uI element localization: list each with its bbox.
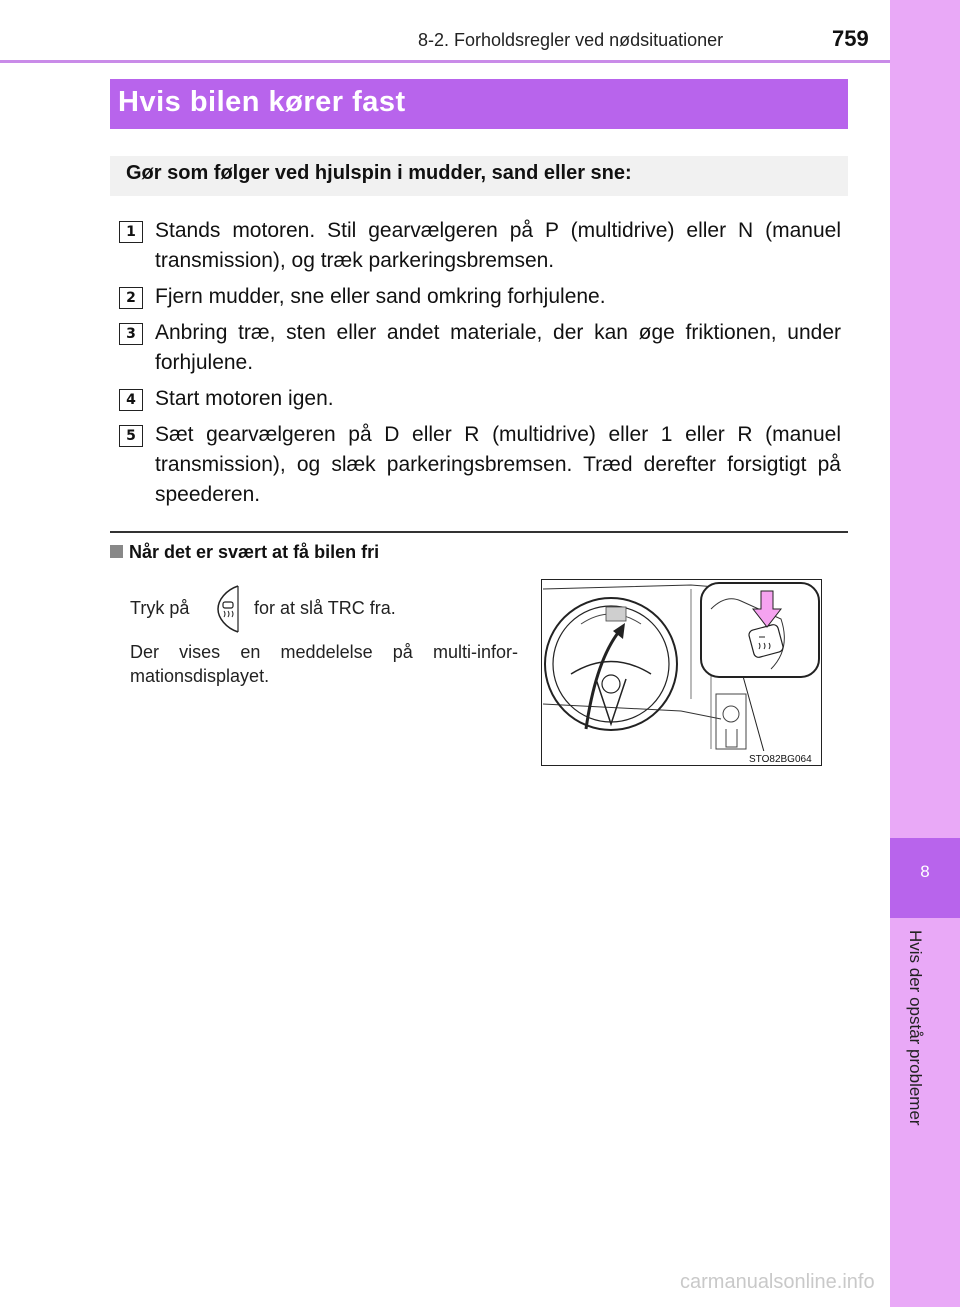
step-number-4: 4 <box>119 389 143 411</box>
step-text-5: Sæt gearvælgeren på D eller R (multidrive) eller 1 eller R (manuel transmission), og slæk parkeringsbremsen. Træd derefter forsigtigt på speederen. <box>155 423 841 506</box>
section-heading-text: Når det er svært at få bilen fri <box>129 542 380 562</box>
page-number: 759 <box>832 26 869 51</box>
message-text: Der vises en meddelelse på multi-infor-mationsdisplayet. <box>130 642 518 686</box>
step-text-3: Anbring træ, sten eller andet materiale, der kan øge friktionen, under forhjulene. <box>155 321 841 374</box>
press-text-before: Tryk på <box>130 598 190 618</box>
section-heading <box>110 542 379 563</box>
step-number-2: 2 <box>119 287 143 309</box>
watermark: carmanualsonline.info <box>680 1271 875 1293</box>
section-header: 8-2. Forholdsregler ved nødsituationer <box>418 30 724 50</box>
header-rule <box>0 60 890 63</box>
step-text-4: Start motoren igen. <box>155 387 334 410</box>
page-title: Hvis bilen kører fast <box>118 86 406 118</box>
square-bullet-icon <box>110 545 123 558</box>
trc-off-button-icon <box>212 584 242 634</box>
step-number-3: 3 <box>119 323 143 345</box>
step-number-1: 1 <box>119 221 143 243</box>
step-number-5: 5 <box>119 425 143 447</box>
press-text-after: for at slå TRC fra. <box>254 598 396 618</box>
image-code: STO82BG064 <box>749 754 812 765</box>
chapter-number: 8 <box>920 862 930 881</box>
dashboard-illustration <box>541 579 822 766</box>
step-text-2: Fjern mudder, sne eller sand omkring forhjulene. <box>155 285 606 308</box>
section-divider <box>110 531 848 533</box>
step-text-1: Stands motoren. Stil gearvælgeren på P (multidrive) eller N (manuel transmission), og træk parkeringsbremsen. <box>155 219 841 272</box>
subtitle: Gør som følger ved hjulspin i mudder, sand eller sne: <box>126 162 632 184</box>
chapter-title: Hvis der opstår problemer <box>906 930 925 1126</box>
